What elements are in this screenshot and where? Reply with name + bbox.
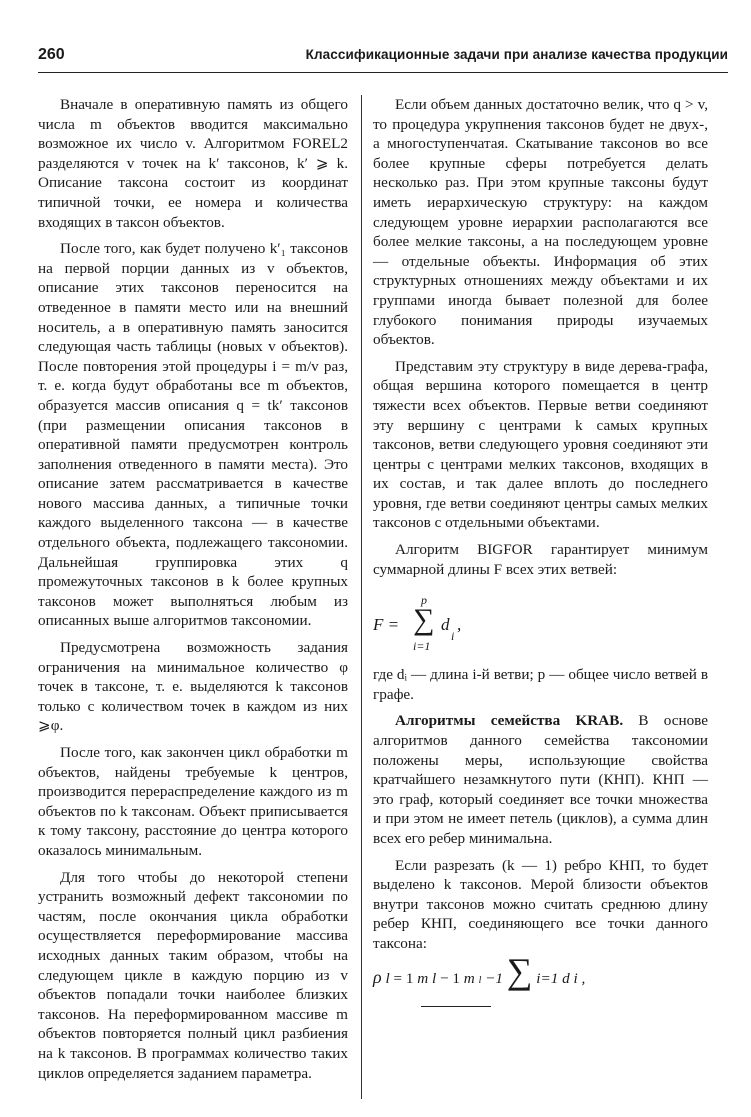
formula-term-subscript: i (451, 629, 455, 644)
formula-mean-edge-length (373, 950, 708, 1044)
formula-comma: , (581, 969, 586, 987)
paragraph (373, 711, 708, 848)
sum-lower-limit: i=1 (413, 639, 431, 654)
formula-sum-of-branches (373, 591, 708, 655)
formula-lhs: F = (373, 615, 400, 635)
page-header (38, 40, 728, 73)
fraction-denominator: m (417, 969, 429, 987)
paragraph: Если объем данных достаточно велик, что q > v, то процедура укрупнения таксонов будет не двух-, а многоступенчатая. Скатывание таксонов во все более крупные сферы потребуется делать несколько раз. При этом крупные таксоны будут иметь иерархическую структуру: на каждом следующем уровне иерархии располагаются все более мелкие таксоны, а на последующем уровне — отдельные объекты. Информация об этих структурных отношениях между объектами и их группами иногда бывает полезной для более глубокого понимания природы изучаемых объектов. (373, 96, 708, 349)
paragraph: После того, как будет получено k′₁ таксонов на первой порции данных из v объектов, описание этих таксонов переносится на отведенное в памяти место или на внешний носитель, а в оперативную память заносится следующая часть таблицы (новых v объектов). После повторения этой процедуры i = m/v раз, т. е. когда будут обработаны все m объектов, образуется массив описания q = tk′ таксонов (при размещении описания таксонов в оперативной памяти предусмотрен контроль заполнения отведенного в памяти места). Это описание затем рассматривается в качестве нового массива данных, а типичные точки каждого выделенного таксона — в качестве отдельного объекта, подлежащего таксономии. Дальнейшая группировка этих q промежуточных таксонов в k более крупных таксонов может выполняться любым из описанных выше алгоритмов таксономии. (38, 240, 348, 630)
page-number: 260 (38, 46, 65, 63)
formula-term-subscript: i (573, 969, 578, 987)
sigma-symbol: ∑ (413, 603, 435, 637)
paragraph: Предусмотрена возможность задания ограничения на минимальное количество φ точек в таксоне, т. е. выделяются k таксонов только с количеством точек в каждом из них ⩾φ. (38, 639, 348, 735)
formula-equals: = (393, 969, 403, 987)
paragraph: Представим эту структуру в виде дерева-графа, общая вершина которого помещается в центр тяжести всех объектов. Первые ветви соединяют эту вершину с центрами k самых крупных таксонов, ветви следующего уровня соединяют эти центры с центрами мелких таксонов, входящих в их состав, и так далее вплоть до последнего уровня, где ветви соединяют центры самых мелких таксонов с отдельными объектами. (373, 357, 708, 532)
paragraph: После того, как закончен цикл обработки m объектов, найдены требуемые k центров, производится перераспределение каждого из m объектов по k таксонам. Объект приписывается к тому таксону, расстояние до центра которого оказалось минимальным. (38, 744, 348, 859)
paragraph: Вначале в оперативную память из общего числа m объектов вводится максимально возможное их число v. Алгоритмом FOREL2 разделяются v точек на k′ таксонов, k′ ⩾ k. Описание таксона состоит из координат типичной точки, ее номера и количества входящих в таксон объектов. (38, 96, 348, 231)
paragraph: Для того чтобы до некоторой степени устранить возможный дефект таксономии по частям, после окончания цикла обработки осуществляется переформирование массива исходных данных таким образом, чтобы на следующем цикле в каждую порцию из v объектов попадали точки наиболее близких таксонов. На переформированном массиве m объектов повторяется полный цикл разбиения на k таксонов. В программах количество таких циклов определяется заданием параметра. (38, 868, 348, 1082)
fraction-numerator: 1 (405, 969, 414, 987)
formula-comma: , (457, 615, 462, 635)
formula-lhs: ρ (373, 966, 382, 987)
running-title: Классификационные задачи при анализе качества продукции (305, 47, 728, 62)
fraction-denominator-subscript: l (432, 969, 437, 987)
paragraph-text: В основе алгоритмов данного семейства таксономии положены меры, использующие свойства кратчайшего незамкнутого пути (КНП). КНП — это граф, который соединяет все точки множества и при этом не имеет петель (циклов), а сумма длин всех его ребер минимальна. (373, 712, 708, 847)
section-heading: Алгоритмы семейства KRAB. (395, 712, 624, 730)
column-divider (361, 95, 362, 1099)
left-column (38, 95, 348, 1083)
paragraph: Алгоритм BIGFOR гарантирует минимум суммарной длины F всех этих ветвей: (373, 541, 708, 578)
paragraph: Если разрезать (k — 1) ребро КНП, то будет выделено k таксонов. Мерой близости объектов внутри таксонов можно считать среднюю длину ребер КНП, соединяющего все точки данного таксона: (373, 856, 708, 952)
sum-upper-limit-tail: −1 (485, 969, 503, 987)
sum-upper-limit: p (421, 593, 427, 608)
formula-term: d (562, 969, 570, 987)
fraction-denominator-tail: − 1 (440, 969, 460, 987)
sum-lower-limit: i=1 (536, 969, 559, 987)
fraction-bar (421, 1006, 491, 1007)
sum-upper-limit: m (463, 969, 475, 987)
formula-lhs-subscript: l (385, 969, 390, 987)
paragraph: где dᵢ — длина i-й ветви; p — общее число ветвей в графе. (373, 666, 708, 703)
formula-term: d (441, 615, 450, 635)
sum-upper-limit-subscript: l (478, 974, 482, 986)
right-column (373, 95, 708, 1044)
sigma-symbol: ∑ (506, 950, 533, 991)
